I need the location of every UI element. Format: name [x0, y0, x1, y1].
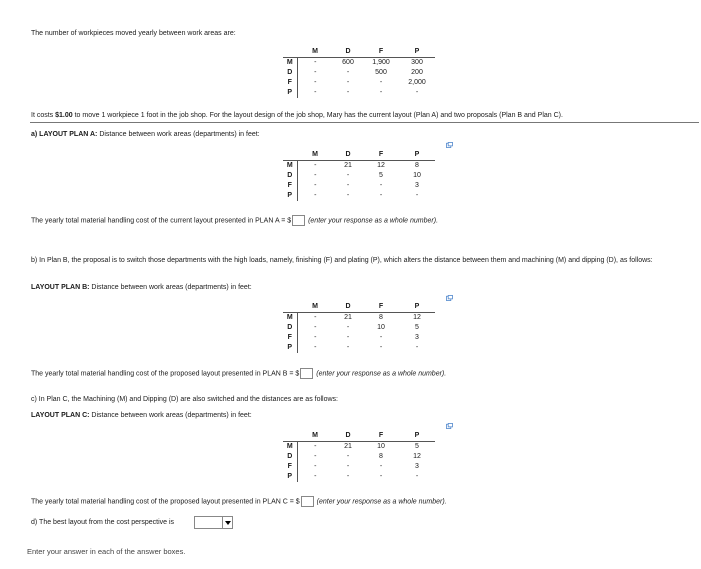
plan-c-heading [31, 411, 252, 420]
table-row [283, 452, 435, 462]
table-cell: - [314, 79, 317, 86]
table-cell: - [346, 69, 350, 76]
plan-b-question [31, 368, 446, 379]
table-cell: 21 [344, 314, 352, 321]
column-header: P [399, 150, 435, 161]
row-header: F [283, 333, 297, 343]
table-corner [283, 431, 297, 442]
table-cell: - [346, 172, 350, 179]
table-cell: - [314, 172, 317, 179]
table-cell: - [346, 182, 350, 189]
footer-instruction: Enter your answer in each of the answer boxes. [27, 547, 186, 556]
table-cell: - [346, 473, 350, 480]
table-corner [283, 150, 297, 161]
flow-matrix-table [283, 47, 435, 98]
table-row [283, 323, 435, 333]
column-header: D [333, 150, 363, 161]
row-header: P [283, 88, 297, 98]
column-header: P [399, 47, 435, 58]
table-cell: 600 [342, 59, 354, 66]
column-header: F [363, 302, 399, 313]
copy-icon[interactable] [446, 142, 453, 148]
table-cell: 3 [415, 182, 419, 189]
table-cell: 10 [413, 172, 421, 179]
row-header: D [283, 452, 297, 462]
plan-b-desc: Distance between work areas (departments) in feet: [89, 284, 252, 291]
table-cell: - [314, 89, 317, 96]
table-cell: 21 [344, 162, 352, 169]
row-header: P [283, 343, 297, 353]
plan-c-answer-input[interactable] [301, 496, 314, 507]
column-header: M [297, 302, 333, 313]
table-cell: 300 [411, 59, 423, 66]
table-cell: - [314, 463, 317, 470]
table-cell: - [314, 59, 317, 66]
table-cell: - [379, 79, 383, 86]
row-header: P [283, 472, 297, 482]
chevron-down-icon[interactable] [222, 517, 232, 528]
plan-b-answer-input[interactable] [300, 368, 313, 379]
table-cell: - [379, 182, 383, 189]
plan-b-table [283, 302, 435, 353]
table-cell: - [379, 334, 383, 341]
table-cell: 5 [415, 443, 419, 450]
table-cell: - [379, 344, 383, 351]
table-cell: 5 [379, 172, 383, 179]
plan-c-desc: Distance between work areas (departments) in feet: [89, 412, 252, 419]
table-cell: 10 [377, 443, 385, 450]
table-cell: - [314, 443, 317, 450]
table-row [283, 58, 435, 69]
table-row [283, 442, 435, 453]
plan-c-question-text: The yearly total material handling cost of the proposed layout presented in PLAN C = $ [31, 498, 300, 506]
cost-suffix: to move 1 workpiece 1 foot in the job shop. For the layout design of the job shop, Mary has the current layout (Plan A) and two proposals (Plan B and Plan C). [72, 112, 563, 119]
table-cell: - [314, 453, 317, 460]
column-header: P [399, 431, 435, 442]
table-cell: - [379, 192, 383, 199]
column-header: M [297, 431, 333, 442]
plan-a-hint: (enter your response as a whole number). [308, 217, 439, 225]
intro-text: The number of workpieces moved yearly between work areas are: [31, 30, 236, 37]
table-cell: - [346, 192, 350, 199]
table-cell: - [346, 324, 350, 331]
plan-b-intro: b) In Plan B, the proposal is to switch those departments with the high loads, namely, finishing (F) and plating (P), which alters the distance between them and machining (M) and dipping (D), as follows: [31, 257, 653, 264]
row-header: P [283, 191, 297, 201]
plan-a-label: a) LAYOUT PLAN A: [31, 131, 98, 138]
table-cell: - [346, 79, 350, 86]
table-row [283, 181, 435, 191]
plan-a-question [31, 215, 438, 226]
table-cell: - [379, 473, 383, 480]
row-header: D [283, 68, 297, 78]
table-cell: 2,000 [408, 79, 426, 86]
table-cell: - [415, 192, 419, 199]
column-header: D [333, 302, 363, 313]
table-cell: - [379, 463, 383, 470]
plan-c-hint: (enter your response as a whole number). [316, 498, 447, 506]
plan-b-label: LAYOUT PLAN B: [31, 284, 90, 291]
table-cell: - [314, 162, 317, 169]
table-cell: 8 [415, 162, 419, 169]
table-cell: - [346, 463, 350, 470]
column-header: M [297, 47, 333, 58]
table-row [283, 462, 435, 472]
plan-b-hint: (enter your response as a whole number). [316, 370, 447, 378]
row-header: M [283, 161, 297, 172]
table-cell: 10 [377, 324, 385, 331]
cost-sentence [31, 111, 563, 120]
table-cell: - [415, 473, 419, 480]
copy-icon[interactable] [446, 423, 453, 429]
table-cell: - [346, 453, 350, 460]
table-row [283, 313, 435, 324]
table-cell: 8 [379, 314, 383, 321]
table-cell: 12 [377, 162, 385, 169]
table-cell: - [379, 89, 383, 96]
table-row [283, 191, 435, 201]
table-cell: - [314, 314, 317, 321]
table-cell: - [346, 89, 350, 96]
table-cell: 12 [413, 453, 421, 460]
column-header: F [363, 431, 399, 442]
divider [30, 122, 699, 123]
table-cell: 3 [415, 463, 419, 470]
table-row [283, 78, 435, 88]
table-row [283, 343, 435, 353]
plan-b-question-text: The yearly total material handling cost of the proposed layout presented in PLAN B = $ [31, 370, 300, 378]
cost-amount: $1.00 [55, 112, 73, 119]
table-cell: 3 [415, 334, 419, 341]
plan-c-intro: c) In Plan C, the Machining (M) and Dipping (D) are also switched and the distances are as follows: [31, 396, 338, 403]
column-header: D [333, 431, 363, 442]
plan-a-question-text: The yearly total material handling cost of the current layout presented in PLAN A = $ [31, 217, 292, 225]
table-cell: - [415, 89, 419, 96]
row-header: M [283, 58, 297, 69]
cost-prefix: It costs [31, 112, 56, 119]
plan-a-desc: Distance between work areas (departments) in feet: [97, 131, 260, 138]
table-corner [283, 302, 297, 313]
table-row [283, 171, 435, 181]
plan-a-table [283, 150, 435, 201]
column-header: D [333, 47, 363, 58]
plan-b-heading [31, 283, 252, 292]
table-corner [283, 47, 297, 58]
plan-c-question [31, 496, 447, 507]
table-row [283, 472, 435, 482]
plan-a-answer-input[interactable] [292, 215, 305, 226]
row-header: D [283, 171, 297, 181]
table-cell: - [314, 473, 317, 480]
table-cell: 8 [379, 453, 383, 460]
table-cell: 1,900 [372, 59, 390, 66]
table-cell: - [314, 334, 317, 341]
table-cell: - [314, 182, 317, 189]
row-header: M [283, 442, 297, 453]
table-row [283, 161, 435, 172]
table-cell: 21 [344, 443, 352, 450]
column-header: F [363, 150, 399, 161]
column-header: F [363, 47, 399, 58]
table-cell: - [415, 344, 419, 351]
table-row [283, 88, 435, 98]
row-header: M [283, 313, 297, 324]
best-layout-dropdown[interactable] [194, 516, 233, 529]
table-cell: 5 [415, 324, 419, 331]
row-header: F [283, 181, 297, 191]
table-cell: - [314, 344, 317, 351]
table-cell: - [346, 334, 350, 341]
plan-c-label: LAYOUT PLAN C: [31, 412, 90, 419]
copy-icon[interactable] [446, 295, 453, 301]
row-header: F [283, 78, 297, 88]
plan-a-heading [31, 130, 260, 139]
plan-d-question: d) The best layout from the cost perspective is [31, 519, 175, 526]
table-row [283, 333, 435, 343]
table-cell: 12 [413, 314, 421, 321]
table-row [283, 68, 435, 78]
table-cell: 500 [375, 69, 387, 76]
column-header: P [399, 302, 435, 313]
row-header: D [283, 323, 297, 333]
table-cell: - [314, 192, 317, 199]
row-header: F [283, 462, 297, 472]
plan-c-table [283, 431, 435, 482]
table-cell: - [314, 69, 317, 76]
table-cell: - [346, 344, 350, 351]
table-cell: - [314, 324, 317, 331]
column-header: M [297, 150, 333, 161]
table-cell: 200 [411, 69, 423, 76]
